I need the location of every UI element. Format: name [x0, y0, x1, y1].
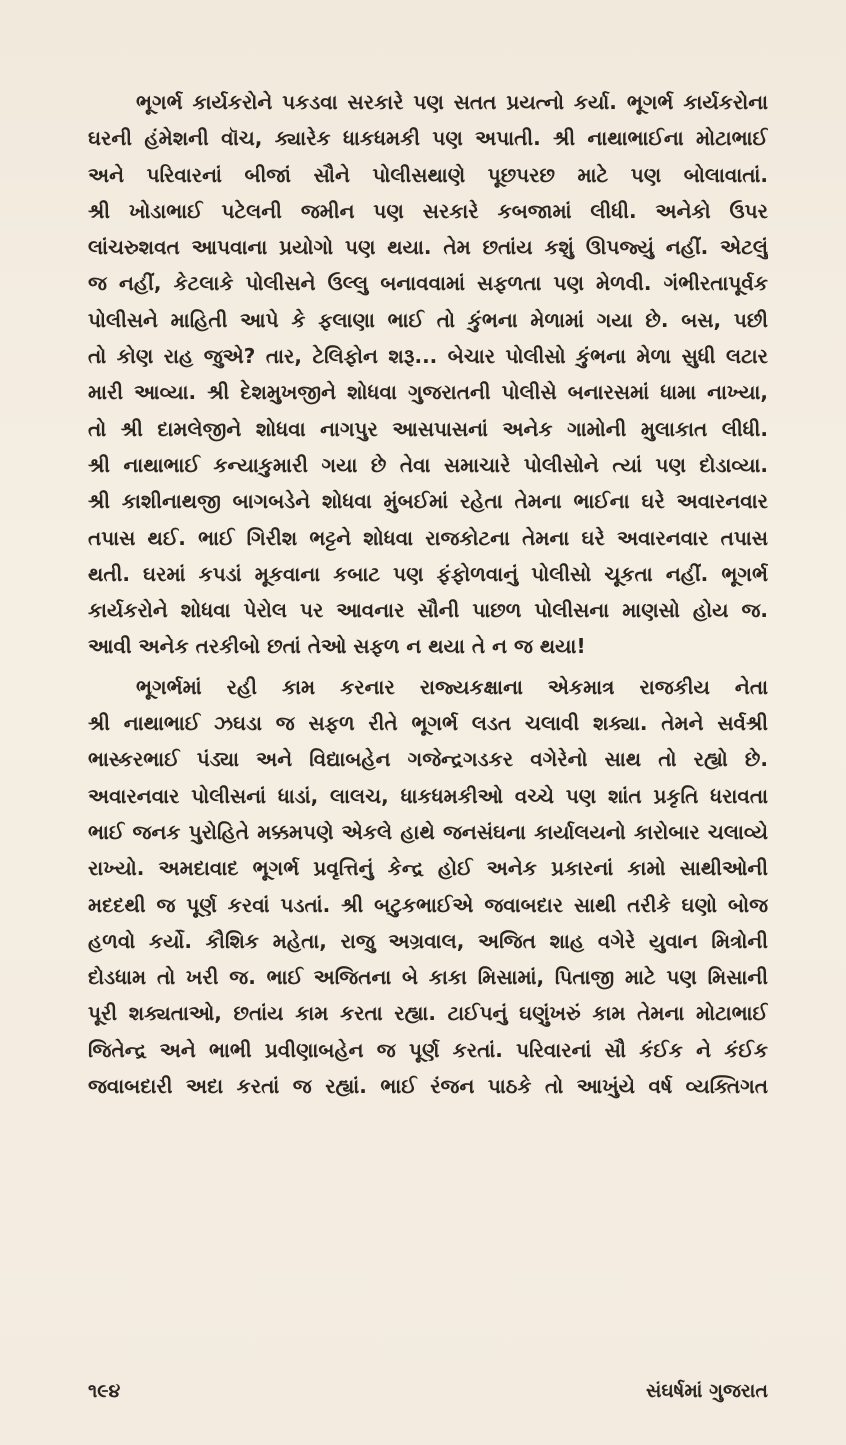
text-line: ભૂગર્ભ કાર્યકરોને પકડવા સરકારે પણ સતત પ્રયત્નો કર્યા. ભૂગર્ભ કાર્યકરોના	[136, 90, 768, 114]
text-line: ભાઈ જનક પુરોહિતે મક્કમપણે એકલે હાથે જનસંઘના કાર્યાલયનો કારોબાર ચલાવ્યે	[88, 819, 768, 844]
text-line: ઘરની હંમેશની વૉચ, ક્યારેક ધાકધમકી પણ અપાતી. શ્રી નાથાભાઈના મોટાભાઈ	[88, 126, 768, 151]
paragraph-2	[88, 669, 768, 1105]
text-line: તો શ્રી દામલેજીને શોધવા નાગપુર આસપાસનાં અનેક ગામોની મુલાકાત લીધી.	[88, 416, 768, 441]
text-line: જવાબદારી અદા કરતાં જ રહ્યાં. ભાઈ રંજન પાઠકે તો આખુંયે વર્ષ વ્યક્તિગત	[88, 1074, 768, 1099]
text-line: તો કોણ રાહ જુએ? તાર, ટેલિફોન શરૂ... બેચાર પોલીસો કુંભના મેળા સુધી લટાર	[88, 344, 768, 369]
text-line: મારી આવ્યા. શ્રી દેશમુખજીને શોધવા ગુજરાતની પોલીસે બનારસમાં ધામા નાખ્યા,	[88, 380, 768, 405]
text-line: શ્રી કાશીનાથજી બાગબડેને શોધવા મુંબઈમાં રહેતા તેમના ભાઈના ઘરે અવારનવાર	[88, 489, 768, 514]
body-text	[88, 84, 768, 1104]
text-line: અવારનવાર પોલીસનાં ધાડાં, લાલચ, ધાકધમકીઓ વચ્ચે પણ શાંત પ્રકૃતિ ધરાવતા	[88, 783, 768, 808]
text-line: કાર્યકરોને શોધવા પેરોલ પર આવનાર સૌની પાછળ પોલીસના માણસો હોય જ.	[88, 598, 768, 623]
text-line: પૂરી શક્યતાઓ, છતાંય કામ કરતા રહ્યા. ટાઈપનું ઘણુંખરું કામ તેમના મોટાભાઈ	[88, 1001, 768, 1026]
text-line: શ્રી નાથાભાઈ કન્યાકુમારી ગયા છે તેવા સમાચારે પોલીસોને ત્યાં પણ દોડાવ્યા.	[88, 452, 768, 477]
text-line: શ્રી ખોડાભાઈ પટેલની જમીન પણ સરકારે કબજામાં લીધી. અનેકો ઉપર	[88, 198, 768, 223]
page-footer	[88, 1380, 768, 1402]
text-line: આવી અનેક તરકીબો છતાં તેઓ સફળ ન થયા તે ન જ થયા!	[88, 634, 586, 659]
text-line: મદદથી જ પૂર્ણ કરવાં પડતાં. શ્રી બટુકભાઈએ જવાબદાર સાથી તરીકે ઘણો બોજ	[88, 892, 768, 917]
text-line: રાખ્યો. અમદાવાદ ભૂગર્ભ પ્રવૃત્તિનું કેન્દ્ર હોઈ અનેક પ્રકારનાં કામો સાથીઓની	[88, 856, 768, 881]
text-line: લાંચરુશવત આપવાના પ્રયોગો પણ થયા. તેમ છતાંય કશું ઊપજ્યું નહીં. એટલું	[88, 235, 768, 260]
text-line: જિતેન્દ્ર અને ભાભી પ્રવીણાબહેન જ પૂર્ણ કરતાં. પરિવારનાં સૌ કંઈક ને કંઈક	[88, 1037, 768, 1062]
page-number: ૧૯૪	[88, 1380, 121, 1402]
text-line: શ્રી નાથાભાઈ ઝઘડા જ સફળ રીતે ભૂગર્ભ લડત ચલાવી શક્યા. તેમને સર્વશ્રી	[88, 711, 768, 736]
text-line: દોડધામ તો ખરી જ. ભાઈ અજિતના બે કાકા મિસામાં, પિતાજી માટે પણ મિસાની	[88, 965, 768, 990]
text-line: ભૂગર્ભમાં રહી કામ કરનાર રાજ્યકક્ષાના એકમાત્ર રાજકીય નેતા	[136, 674, 768, 699]
text-line: જ નહીં, કેટલાકે પોલીસને ઉલ્લુ બનાવવામાં સફળતા પણ મેળવી. ગંભીરતાપૂર્વક	[88, 271, 768, 296]
paragraph-1	[88, 84, 768, 665]
book-title: સંઘર્ષમાં ગુજરાત	[645, 1380, 768, 1402]
text-line: ભાસ્કરભાઈ પંડ્યા અને વિદ્યાબહેન ગજેન્દ્રગડકર વગેરેનો સાથ તો રહ્યો છે.	[88, 747, 768, 772]
text-line: અને પરિવારનાં બીજાં સૌને પોલીસથાણે પૂછપરછ માટે પણ બોલાવાતાં.	[88, 162, 768, 187]
text-line: તપાસ થઈ. ભાઈ ગિરીશ ભટ્ટને શોધવા રાજકોટના તેમના ઘરે અવારનવાર તપાસ	[88, 525, 768, 550]
text-line: પોલીસને માહિતી આપે કે ફલાણા ભાઈ તો કુંભના મેળામાં ગયા છે. બસ, પછી	[88, 307, 768, 332]
text-line: હળવો કર્યો. કૌશિક મહેતા, રાજુ અગ્રવાલ, અજિત શાહ વગેરે યુવાન મિત્રોની	[88, 928, 768, 953]
text-line: થતી. ઘરમાં કપડાં મૂકવાના કબાટ પણ ફંફોળવાનું પોલીસો ચૂકતા નહીં. ભૂગર્ભ	[88, 561, 768, 586]
